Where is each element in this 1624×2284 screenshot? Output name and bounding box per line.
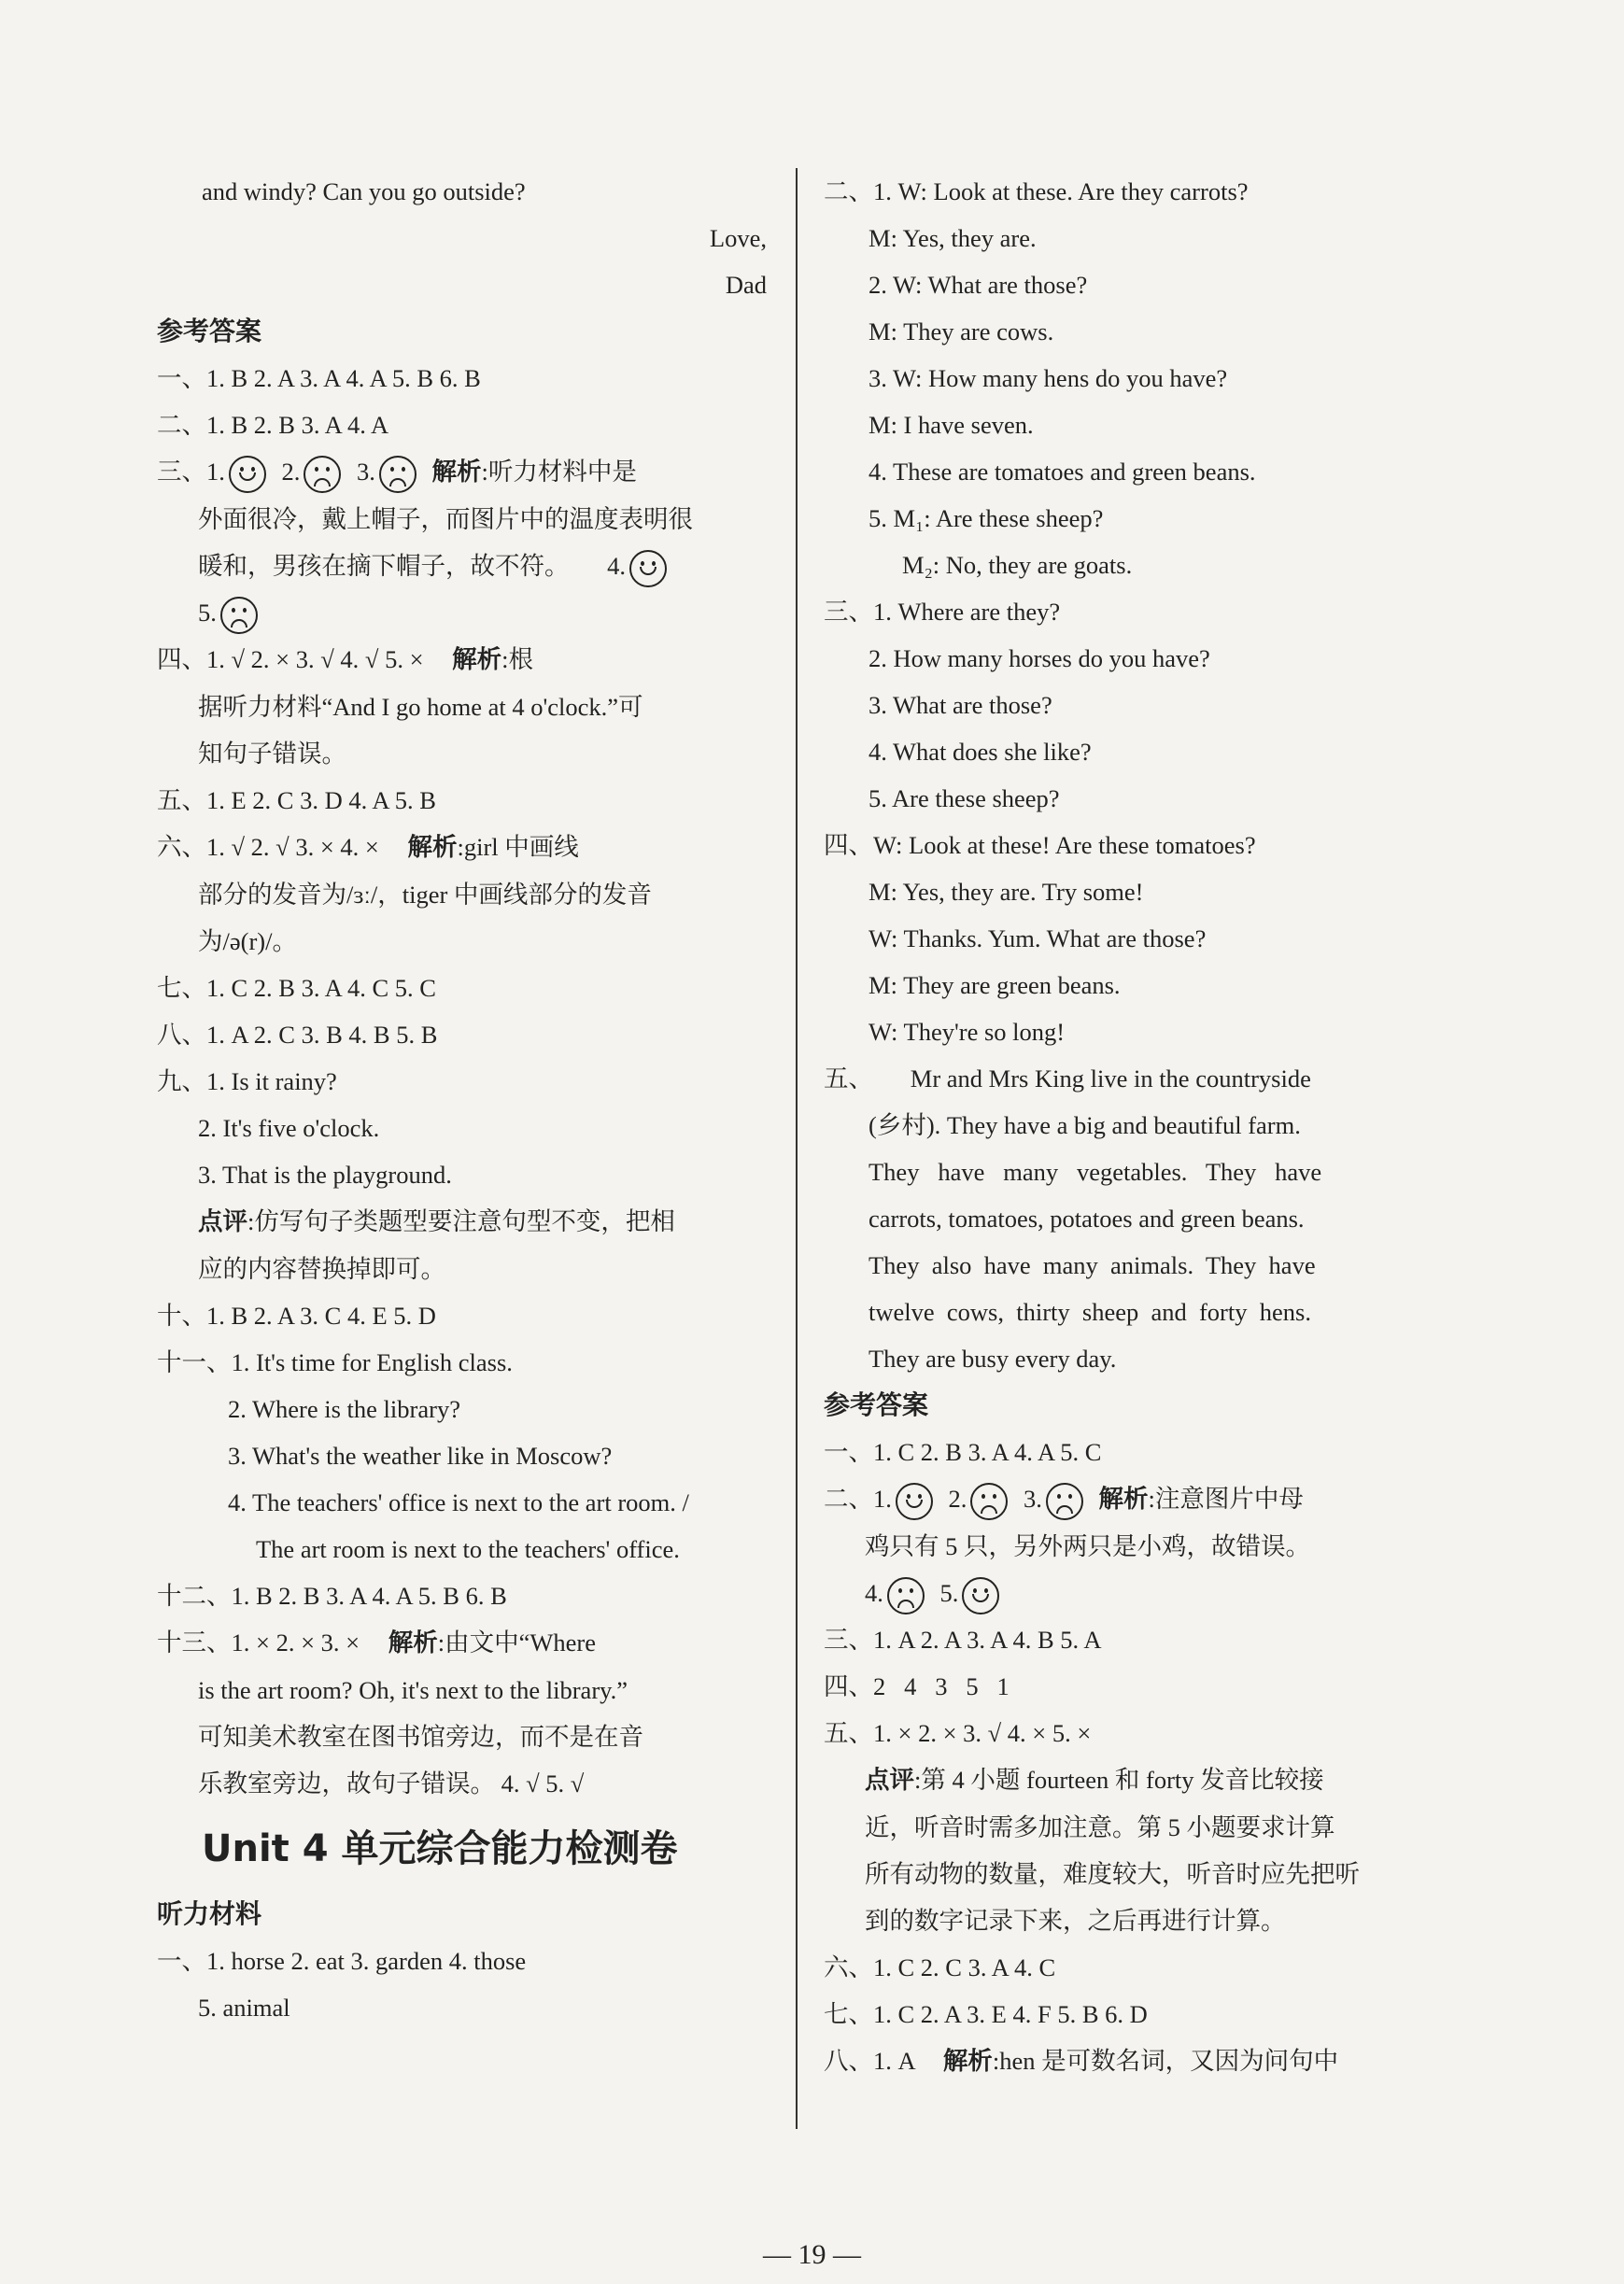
dialogue-line: M: They are green beans.: [868, 971, 1121, 999]
answer-row: 十、1. B 2. A 3. C 4. E 5. D: [157, 1302, 436, 1330]
passage-line: 五、 Mr and Mrs King live in the countryside: [824, 1064, 1311, 1093]
answer-row: 3. That is the playground.: [198, 1161, 452, 1189]
smiley-face-icon: [896, 1483, 933, 1520]
comment-text: 点评:仿写句子类题型要注意句型不变，把相: [198, 1207, 675, 1236]
passage-line: They are busy every day.: [868, 1345, 1117, 1373]
analysis-label: 解析: [452, 645, 502, 674]
passage-line: They also have many animals. They have: [868, 1251, 1316, 1279]
letter-signature: Dad: [725, 271, 767, 299]
answer-row: 八、1. A 解析:hen 是可数名词，又因为问句中: [824, 2047, 1339, 2076]
listening-row: 一、1. horse 2. eat 3. garden 4. those: [157, 1947, 527, 1975]
analysis-label: 解析: [407, 833, 458, 862]
comment-text: 应的内容替换掉即可。: [198, 1255, 445, 1283]
answer-row-faces: 三、1. 2. 3. 解析:听力材料中是: [157, 448, 778, 496]
dialogue-line: M: Yes, they are. Try some!: [868, 878, 1144, 906]
answer-row: 九、1. Is it rainy?: [157, 1067, 337, 1095]
letter-line: and windy? Can you go outside?: [202, 177, 526, 205]
analysis-text: is the art room? Oh, it's next to the library.”: [198, 1676, 628, 1704]
dialogue-line: M: Yes, they are.: [868, 224, 1037, 252]
answer-row: 十一、1. It's time for English class.: [157, 1348, 513, 1376]
analysis-text: 可知美术教室在图书馆旁边，而不是在音: [198, 1723, 643, 1751]
dialogue-line: W: They're so long!: [868, 1018, 1066, 1046]
answers-heading: 参考答案: [157, 316, 262, 346]
answer-row: 七、1. C 2. A 3. E 4. F 5. B 6. D: [824, 2000, 1148, 2028]
answer-row: 五、1. × 2. × 3. √ 4. × 5. ×: [824, 1719, 1092, 1747]
analysis-text: 为/ə(r)/。: [198, 927, 297, 955]
answer-row: 一、1. C 2. B 3. A 4. A 5. C: [824, 1438, 1102, 1466]
passage-line: twelve cows, thirty sheep and forty hens.: [868, 1298, 1311, 1326]
dialogue-line: M: They are cows.: [868, 317, 1054, 345]
dialogue-line: 四、W: Look at these! Are these tomatoes?: [824, 831, 1256, 859]
letter-closing: Love,: [709, 224, 767, 252]
dialogue-line: 5. M₁: Are these sheep?: [868, 504, 1104, 532]
question-line: 5. Are these sheep?: [868, 784, 1060, 812]
column-divider: [796, 168, 798, 2129]
answer-row: 3. What's the weather like in Moscow?: [228, 1442, 613, 1470]
dialogue-line: M: I have seven.: [868, 411, 1034, 439]
analysis-text: 知句子错误。: [198, 740, 346, 768]
analysis-text: 外面很冷，戴上帽子，而图片中的温度表明很: [198, 505, 693, 533]
answer-row: 4. The teachers' office is next to the art room. /: [228, 1488, 689, 1516]
answer-row: 八、1. A 2. C 3. B 4. B 5. B: [157, 1021, 438, 1049]
comment-text: 近，听音时需多加注意。第 5 小题要求计算: [865, 1813, 1335, 1841]
comment-label: 点评: [198, 1207, 247, 1236]
analysis-label: 解析: [1098, 1485, 1149, 1514]
dialogue-line: W: Thanks. Yum. What are those?: [868, 924, 1207, 952]
sad-face-icon: [304, 456, 341, 493]
page-number: — 19 —: [763, 2239, 861, 2270]
comment-text: 点评:第 4 小题 fourteen 和 forty 发音比较接: [865, 1766, 1324, 1795]
right-column: [824, 168, 1445, 2085]
passage-line: They have many vegetables. They have: [868, 1158, 1322, 1186]
listening-heading: 听力材料: [157, 1898, 262, 1929]
comment-text: 到的数字记录下来，之后再进行计算。: [865, 1907, 1286, 1935]
smiley-face-icon: [962, 1577, 999, 1614]
answer-row: 二、1. B 2. B 3. A 4. A: [157, 411, 389, 439]
passage-line: (乡村). They have a big and beautiful farm.: [868, 1111, 1301, 1139]
question-line: 3. What are those?: [868, 691, 1052, 719]
smiley-face-icon: [629, 550, 667, 587]
question-line: 2. How many horses do you have?: [868, 644, 1210, 672]
answers-heading: 参考答案: [824, 1389, 929, 1420]
sad-face-icon: [220, 597, 258, 634]
answer-row: 三、1. A 2. A 3. A 4. B 5. A: [824, 1626, 1102, 1654]
answer-row: The art room is next to the teachers' office.: [256, 1535, 680, 1563]
answer-row: 四、2 4 3 5 1: [824, 1672, 1010, 1700]
dialogue-line: M₂: No, they are goats.: [902, 551, 1133, 579]
dialogue-line: 2. W: What are those?: [868, 271, 1088, 299]
answer-row-faces: 5.: [157, 589, 778, 636]
answer-row: 十三、1. × 2. × 3. × 解析:由文中“Where: [157, 1628, 596, 1657]
sad-face-icon: [887, 1577, 925, 1614]
answer-row-faces: 4. 5.: [824, 1570, 1445, 1616]
analysis-text: 部分的发音为/ɜː/，tiger 中画线部分的发音: [198, 881, 652, 909]
answer-row: 四、1. √ 2. × 3. √ 4. √ 5. × 解析:根: [157, 645, 534, 674]
sad-face-icon: [970, 1483, 1008, 1520]
dialogue-line: 3. W: How many hens do you have?: [868, 364, 1228, 392]
answer-row: 一、1. B 2. A 3. A 4. A 5. B 6. B: [157, 364, 481, 392]
answer-row-faces: 二、1. 2. 3. 解析:注意图片中母: [824, 1475, 1445, 1523]
answer-row: 六、1. C 2. C 3. A 4. C: [824, 1953, 1056, 1981]
answer-row: 2. It's five o'clock.: [198, 1114, 380, 1142]
question-line: 4. What does she like?: [868, 738, 1092, 766]
analysis-text: 据听力材料“And I go home at 4 o'clock.”可: [198, 693, 643, 721]
dialogue-line: 二、1. W: Look at these. Are they carrots?: [824, 177, 1249, 205]
comment-text: 所有动物的数量，难度较大，听音时应先把听: [865, 1860, 1360, 1888]
answer-row: 七、1. C 2. B 3. A 4. C 5. C: [157, 974, 436, 1002]
answer-row: 五、1. E 2. C 3. D 4. A 5. B: [157, 786, 436, 814]
listening-row: 5. animal: [198, 1994, 290, 2022]
comment-label: 点评: [865, 1766, 914, 1795]
analysis-label: 解析: [431, 458, 482, 486]
smiley-face-icon: [229, 456, 266, 493]
answer-row: 六、1. √ 2. √ 3. × 4. × 解析:girl 中画线: [157, 833, 579, 862]
analysis-label: 解析: [388, 1628, 438, 1657]
sad-face-icon: [379, 456, 417, 493]
dialogue-line: 4. These are tomatoes and green beans.: [868, 458, 1256, 486]
analysis-text: 鸡只有 5 只，另外两只是小鸡，故错误。: [865, 1532, 1310, 1560]
passage-line: carrots, tomatoes, potatoes and green beans.: [868, 1205, 1305, 1233]
analysis-text: 暖和，男孩在摘下帽子，故不符。 4.: [157, 543, 778, 589]
analysis-text: 乐教室旁边，故句子错误。 4. √ 5. √: [198, 1769, 585, 1798]
answer-row: 2. Where is the library?: [228, 1395, 460, 1423]
analysis-label: 解析: [942, 2047, 993, 2076]
sad-face-icon: [1046, 1483, 1083, 1520]
left-column: [157, 168, 778, 2031]
answer-row: 十二、1. B 2. B 3. A 4. A 5. B 6. B: [157, 1582, 507, 1610]
unit-title: Unit 4 单元综合能力检测卷: [202, 1827, 678, 1870]
question-line: 三、1. Where are they?: [824, 598, 1061, 626]
